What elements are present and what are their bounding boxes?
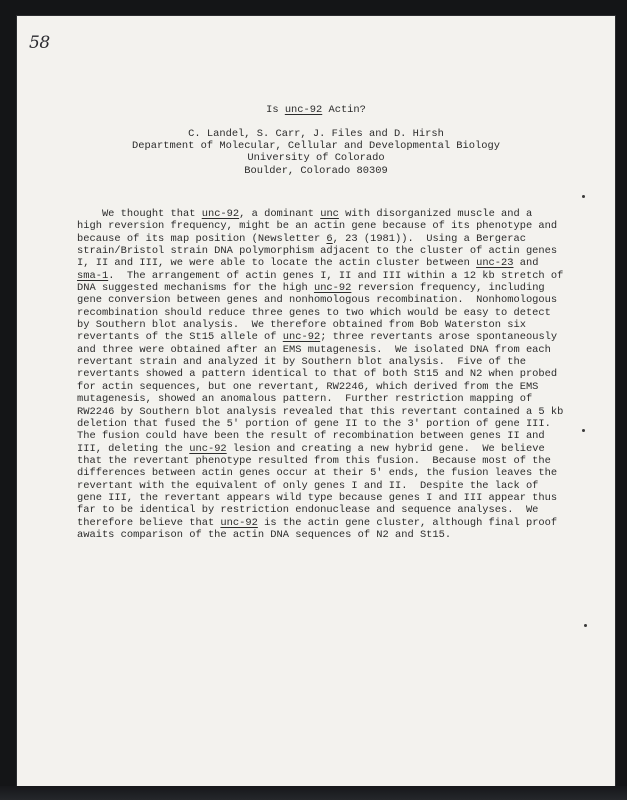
body-text-segment: for actin sequences, but one revertant, RW2246, which derived from the EMS (77, 380, 539, 393)
affiliation-university: University of Colorado (247, 152, 385, 165)
body-line (77, 331, 597, 343)
body-line (77, 418, 597, 430)
document-page (17, 16, 615, 786)
document-title (17, 104, 615, 117)
underlined-gene-name: 6 (326, 232, 333, 245)
affiliation-department: Department of Molecular, Cellular and Developmental Biology (132, 140, 500, 153)
body-text-segment: revertant strain and analyzed it by Southern blot analysis. Five of the (77, 356, 526, 369)
body-line (77, 245, 597, 257)
body-text-segment: , a dominant (239, 208, 321, 220)
body-line (77, 307, 597, 319)
body-text-segment: differences between actin genes occur at their 5' ends, the fusion leaves the (77, 467, 558, 480)
body-text-segment: and three were obtained after an EMS mutagenesis. We isolated DNA from each (77, 343, 551, 356)
body-line (77, 368, 597, 380)
body-text-segment: that the revertant phenotype resulted from this fusion. Because most of the (77, 454, 551, 467)
underlined-gene-name: unc-92 (201, 208, 240, 220)
body-text-segment: The fusion could have been the result of recombination between genes II and (77, 430, 545, 443)
scan-speck (582, 429, 585, 432)
body-text-segment: RW2246 by Southern blot analysis revealed that this revertant contained a 5 kb (77, 405, 564, 418)
body-line (77, 294, 597, 306)
body-line (77, 356, 597, 368)
body-text-segment: revertants showed a pattern identical to that of both St15 and N2 when probed (77, 368, 558, 381)
author-block (17, 128, 615, 177)
body-text-segment: strain/Bristol strain DNA polymorphism adjacent to the cluster of actin genes (77, 245, 558, 258)
author-names: C. Landel, S. Carr, J. Files and D. Hirsh (188, 128, 444, 140)
body-text-segment: is the actin gene cluster, although final proof (257, 516, 558, 529)
title-prefix: Is (266, 104, 285, 116)
body-line (77, 467, 597, 479)
title-suffix: Actin? (322, 104, 366, 116)
body-text-segment: high reversion frequency, might be an actin gene because of its phenotype and (77, 220, 558, 233)
body-line (77, 270, 597, 282)
body-line (77, 282, 597, 294)
underlined-gene-name: unc-92 (282, 331, 321, 344)
scan-speck (584, 624, 587, 627)
body-line (77, 406, 597, 418)
underlined-gene-name: unc (320, 208, 339, 220)
body-text-segment: revertant with the equivalent of only genes I and II. Despite the lack of (77, 479, 539, 492)
body-text-segment: because of its map position (Newsletter (77, 232, 327, 245)
body-text-segment: mutagenesis, showed an anomalous pattern. Further restriction mapping of (77, 393, 533, 406)
body-line (77, 393, 597, 405)
body-line (77, 220, 597, 232)
abstract-body (77, 208, 597, 541)
body-line (77, 504, 597, 516)
body-text-segment: gene conversion between genes and nonhomologous recombination. Nonhomologous (77, 294, 558, 307)
underlined-gene-name: unc-92 (220, 516, 258, 529)
body-text-segment: awaits comparison of the actin DNA sequences of N2 and St15. (77, 528, 452, 541)
body-line (77, 344, 597, 356)
body-text-segment: ; three revertants arose spontaneously (320, 331, 558, 344)
body-text-segment: deletion that fused the 5' portion of gene II to the 3' portion of gene III. (77, 417, 551, 430)
body-text-segment: , 23 (1981)). Using a Bergerac (332, 232, 526, 245)
body-text-segment: lesion and creating a new hybrid gene. We believe (226, 442, 545, 455)
body-text-segment: We thought that (77, 208, 202, 220)
body-text-segment: therefore believe that (77, 516, 221, 529)
underlined-gene-name: sma-1 (77, 269, 109, 282)
body-line (77, 233, 597, 245)
body-line (77, 455, 597, 467)
body-text-segment: gene III, the revertant appears wild type because genes I and III appear thus (77, 491, 558, 504)
body-line (77, 443, 597, 455)
body-line (77, 319, 597, 331)
body-text-segment: revertants of the St15 allele of (77, 331, 283, 344)
underlined-gene-name: unc-23 (476, 257, 514, 270)
body-line (77, 529, 597, 541)
body-line (77, 492, 597, 504)
handwritten-page-number: 58 (29, 33, 50, 53)
body-line (77, 381, 597, 393)
body-text-segment: recombination should reduce three genes to two which would be easy to detect (77, 306, 551, 319)
underlined-gene-name: unc-92 (313, 282, 352, 295)
body-text-segment: DNA suggested mechanisms for the high (77, 282, 314, 295)
body-text-segment: far to be identical by restriction endonuclease and sequence analyses. We (77, 504, 539, 517)
body-line (77, 257, 597, 269)
body-line (77, 517, 597, 529)
scan-speck (582, 195, 585, 198)
body-text-segment: I, II and III, we were able to locate the actin cluster between (77, 257, 477, 270)
underlined-gene-name: unc-92 (189, 442, 227, 455)
body-line (77, 208, 597, 220)
body-text-segment: by Southern blot analysis. We therefore obtained from Bob Waterston six (77, 319, 526, 332)
affiliation-city: Boulder, Colorado 80309 (244, 164, 388, 177)
body-text-segment: with disorganized muscle and a (338, 208, 533, 220)
body-text-segment: III, deleting the (77, 442, 190, 455)
body-text-segment: and (513, 257, 539, 270)
title-gene-name: unc-92 (284, 104, 323, 116)
body-text-segment: . The arrangement of actin genes I, II and III within a 12 kb stretch of (108, 269, 564, 282)
body-line (77, 430, 597, 442)
body-text-segment: reversion frequency, including (351, 282, 545, 295)
body-line (77, 480, 597, 492)
